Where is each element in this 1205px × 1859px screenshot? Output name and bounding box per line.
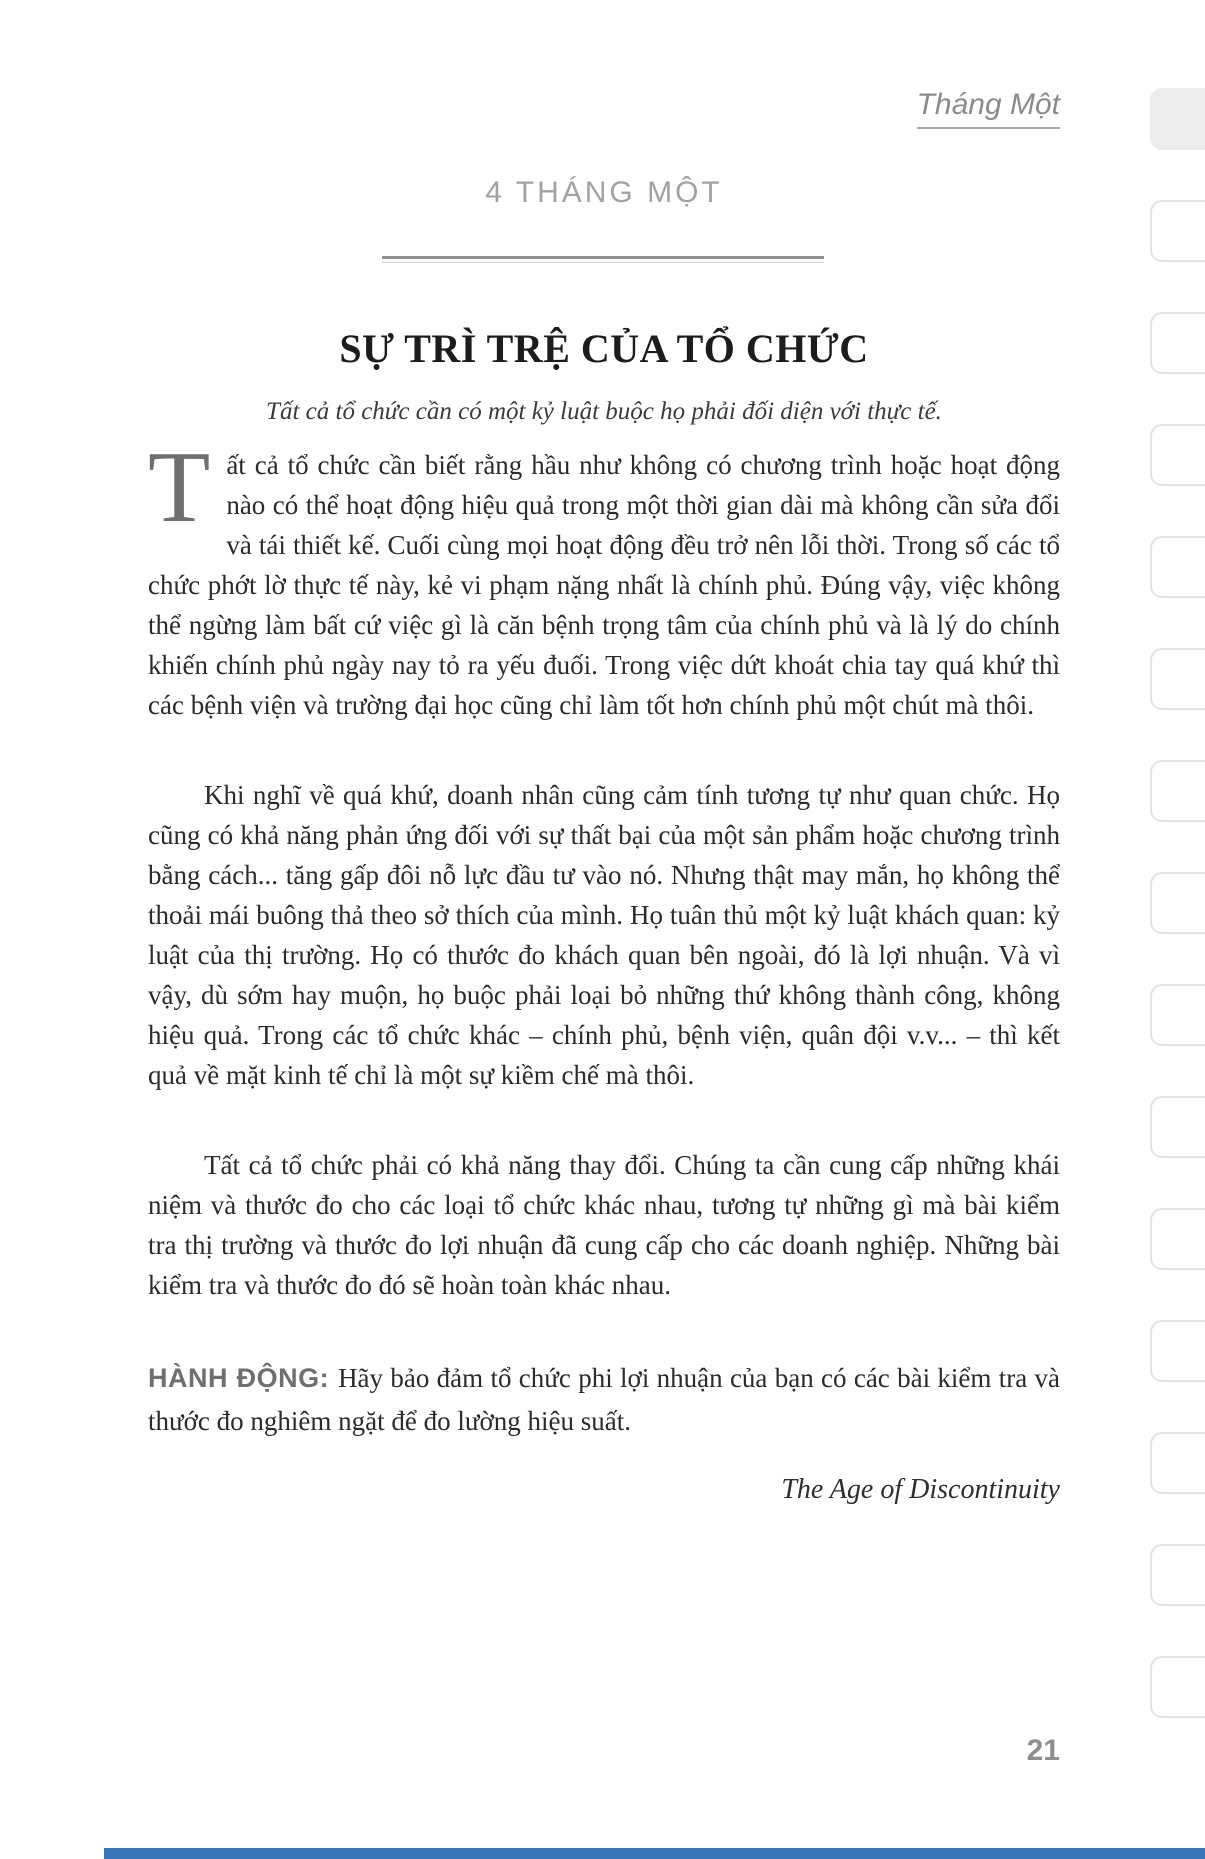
edge-tab[interactable] — [1150, 760, 1205, 822]
edge-tab[interactable] — [1150, 1208, 1205, 1270]
page-title: SỰ TRÌ TRỆ CỦA TỔ CHỨC — [339, 325, 869, 371]
action-paragraph — [148, 1357, 1060, 1443]
body-column — [148, 431, 1060, 1510]
running-header: Tháng Một — [917, 88, 1060, 129]
paragraph-2: Khi nghĩ về quá khứ, doanh nhân cũng cảm tính tương tự như quan chức. Họ cũng có khả năng phản ứng đối với sự thất bại của một sản phẩm hoặc chương trình bằng cách... tăng gấp đôi nỗ lực đầu tư vào nó. Nhưng thật may mắn, họ không thể thoải mái buông thả theo sở thích của mình. Họ tuân thủ một kỷ luật khách quan: kỷ luật của thị trường. Họ có thước đo khách quan bên ngoài, đó là lợi nhuận. Và vì vậy, dù sớm hay muộn, họ buộc phải loại bỏ những thứ không thành công, không hiệu quả. Trong các tổ chức khác – chính phủ, bệnh viện, quân đội v.v... – thì kết quả về mặt kinh tế chỉ là một sự kiềm chế mà thôi. — [148, 780, 1060, 1090]
bottom-accent-bar — [104, 1848, 1205, 1859]
paragraph-1-text: ất cả tổ chức cần biết rằng hầu như không có chương trình hoặc hoạt động nào có thể hoạt động hiệu quả trong một thời gian dài mà không cần sửa đổi và tái thiết kế. Cuối cùng mọi hoạt động đều trở nên lỗi thời. Trong số các tổ chức phớt lờ thực tế này, kẻ vi phạm nặng nhất là chính phủ. Đúng vậy, việc không thể ngừng làm bất cứ việc gì là căn bệnh trọng tâm của chính phủ và là lý do chính khiến chính phủ ngày nay tỏ ra yếu đuối. Trong việc dứt khoát chia tay quá khứ thì các bệnh viện và trường đại học cũng chỉ làm tốt hơn chính phủ một chút mà thôi. — [148, 450, 1060, 720]
source-attribution: The Age of Discontinuity — [781, 1474, 1060, 1505]
edge-tab[interactable] — [1150, 88, 1205, 150]
edge-tab[interactable] — [1150, 872, 1205, 934]
page-number: 21 — [1026, 1734, 1060, 1767]
edge-tab[interactable] — [1150, 536, 1205, 598]
edge-tab[interactable] — [1150, 424, 1205, 486]
drop-cap: T — [148, 431, 211, 544]
epigraph: Tất cả tổ chức cần có một kỷ luật buộc họ phải đối diện với thực tế. — [266, 398, 942, 425]
edge-tab[interactable] — [1150, 1432, 1205, 1494]
edge-tab[interactable] — [1150, 200, 1205, 262]
edge-tab[interactable] — [1150, 648, 1205, 710]
edge-tab[interactable] — [1150, 312, 1205, 374]
chapter-date-label: 4 THÁNG MỘT — [485, 176, 723, 209]
edge-tab[interactable] — [1150, 1320, 1205, 1382]
edge-tab[interactable] — [1150, 984, 1205, 1046]
paragraph-1 — [148, 431, 1060, 725]
title-divider-rule — [382, 256, 824, 263]
edge-tab[interactable] — [1150, 1656, 1205, 1718]
paragraph-3: Tất cả tổ chức phải có khả năng thay đổi. Chúng ta cần cung cấp những khái niệm và thước đo cho các loại tổ chức khác nhau, tương tự những gì mà bài kiểm tra thị trường và thước đo lợi nhuận đã cung cấp cho các doanh nghiệp. Những bài kiểm tra và thước đo đó sẽ hoàn toàn khác nhau. — [148, 1150, 1060, 1300]
action-text: Hãy bảo đảm tổ chức phi lợi nhuận của bạn có các bài kiểm tra và thước đo nghiêm ngặt để đo lường hiệu suất. — [148, 1363, 1060, 1436]
action-label: HÀNH ĐỘNG: — [148, 1363, 330, 1393]
edge-tab[interactable] — [1150, 1096, 1205, 1158]
edge-tab[interactable] — [1150, 1544, 1205, 1606]
